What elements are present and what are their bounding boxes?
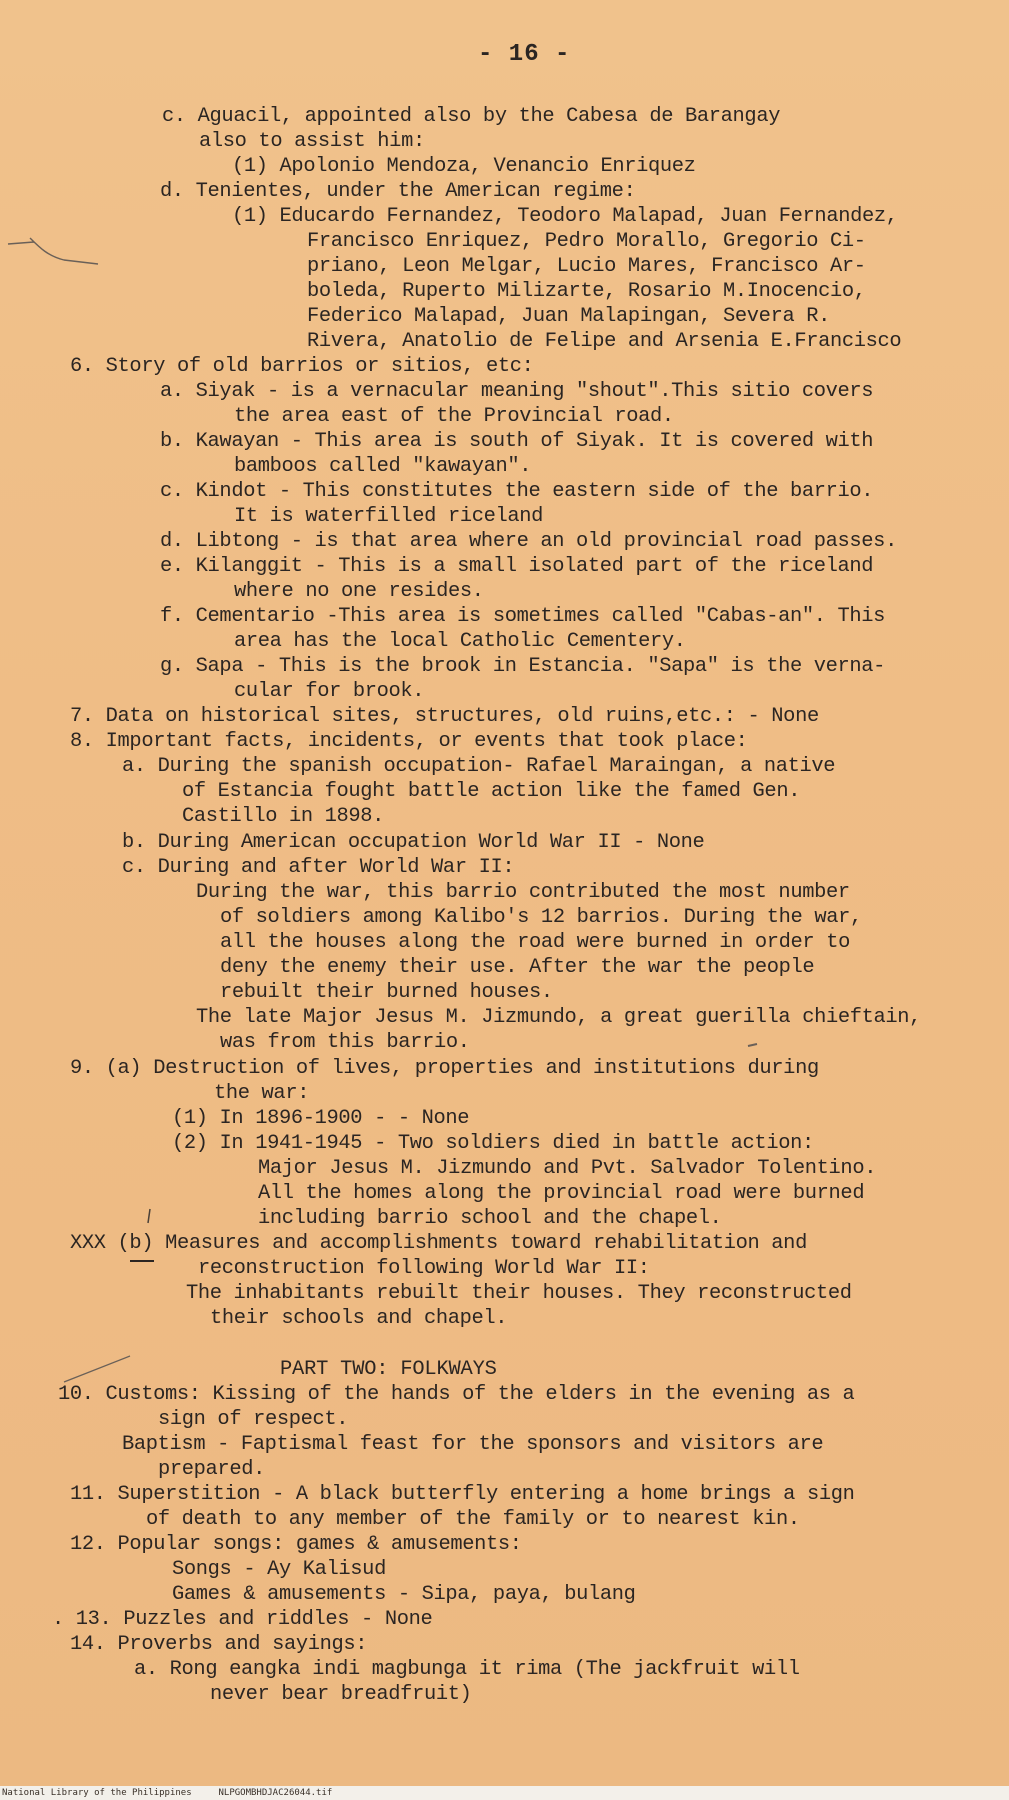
text-line: cular for brook. [234, 680, 425, 703]
text-line: (1) Educardo Fernandez, Teodoro Malapad, Juan Fernandez, [232, 205, 898, 228]
text-line: e. Kilanggit - This is a small isolated part of the riceland [160, 555, 874, 578]
margin-pencil-mark-icon [60, 1348, 140, 1388]
text-line: The late Major Jesus M. Jizmundo, a great guerilla chieftain, [196, 1006, 922, 1029]
text-line: their schools and chapel. [210, 1307, 508, 1330]
text-line: Baptism - Faptismal feast for the sponsors and visitors are [122, 1433, 824, 1456]
text-line: d. Libtong - is that area where an old provincial road passes. [160, 530, 897, 553]
text-line: Federico Malapad, Juan Malapingan, Severa R. [307, 305, 831, 328]
text-line: Francisco Enriquez, Pedro Morallo, Gregorio Ci- [307, 230, 866, 253]
text-line: boleda, Ruperto Milizarte, Rosario M.Inocencio, [307, 280, 866, 303]
text-line: area has the local Catholic Cementery. [234, 630, 686, 653]
text-line: also to assist him: [199, 130, 425, 153]
text-line: where no one resides. [234, 580, 484, 603]
text-line: was from this barrio. [220, 1031, 470, 1054]
text-line: Songs - Ay Kalisud [172, 1558, 386, 1581]
text-line: never bear breadfruit) [210, 1683, 472, 1706]
text-line: (2) In 1941-1945 - Two soldiers died in battle action: [172, 1132, 814, 1155]
section-heading: 10. Customs: Kissing of the hands of the elders in the evening as a [58, 1383, 855, 1406]
stray-dot-icon [746, 1040, 760, 1050]
text-line: (1) Apolonio Mendoza, Venancio Enriquez [232, 155, 696, 178]
footer-filename: NLPGOMBHDJAC26044.tif [218, 1788, 333, 1798]
text-line: (1) In 1896-1900 - - None [172, 1107, 470, 1130]
text-line: a. During the spanish occupation- Rafael Maraingan, a native [122, 755, 836, 778]
text-line: c. Aguacil, appointed also by the Cabesa de Barangay [162, 105, 781, 128]
text-line: the area east of the Provincial road. [234, 405, 674, 428]
section-heading: 7. Data on historical sites, structures, old ruins,etc.: - None [70, 705, 819, 728]
text-line: deny the enemy their use. After the war the people [220, 956, 815, 979]
text-line: g. Sapa - This is the brook in Estancia. "Sapa" is the verna- [160, 655, 886, 678]
text-line: of death to any member of the family or to nearest kin. [146, 1508, 800, 1531]
page-number: - 16 - [478, 41, 571, 68]
section-heading: . 13. Puzzles and riddles - None [52, 1608, 433, 1631]
text-line: b. During American occupation World War II - None [122, 831, 705, 854]
text-line: f. Cementario -This area is sometimes called "Cabas-an". This [160, 605, 886, 628]
text-line: rebuilt their burned houses. [220, 981, 553, 1004]
text-line: Castillo in 1898. [182, 805, 385, 828]
text-line: XXX (b) Measures and accomplishments toward rehabilitation and [70, 1232, 807, 1255]
footer-caption [2, 1788, 332, 1798]
text-line: During the war, this barrio contributed the most number [196, 881, 850, 904]
text-line: the war: [214, 1082, 310, 1105]
text-line: of soldiers among Kalibo's 12 barrios. During the war, [220, 906, 862, 929]
part-two-heading: PART TWO: FOLKWAYS [280, 1358, 497, 1381]
text-line: c. Kindot - This constitutes the eastern side of the barrio. [160, 480, 874, 503]
text-line: c. During and after World War II: [122, 856, 515, 879]
text-line: Major Jesus M. Jizmundo and Pvt. Salvador Tolentino. [258, 1157, 877, 1180]
text-line: Games & amusements - Sipa, paya, bulang [172, 1583, 636, 1606]
text-line: It is waterfilled riceland [234, 505, 544, 528]
text-line: a. Rong eangka indi magbunga it rima (The jackfruit will [134, 1658, 800, 1681]
section-heading: 12. Popular songs: games & amusements: [70, 1533, 522, 1556]
text-line: sign of respect. [158, 1408, 349, 1431]
section-heading: 8. Important facts, incidents, or events that took place: [70, 730, 748, 753]
margin-pencil-mark-icon [4, 228, 104, 274]
underline-mark-icon [128, 1256, 158, 1266]
text-line: Rivera, Anatolio de Felipe and Arsenia E.Francisco [307, 330, 902, 353]
footer-library: National Library of the Philippines [2, 1788, 192, 1798]
text-line: all the houses along the road were burned in order to [220, 931, 850, 954]
text-line: of Estancia fought battle action like the famed Gen. [182, 780, 801, 803]
text-line: a. Siyak - is a vernacular meaning "shout".This sitio covers [160, 380, 874, 403]
section-heading: 11. Superstition - A black butterfly entering a home brings a sign [70, 1483, 855, 1506]
text-line: All the homes along the provincial road were burned [258, 1182, 865, 1205]
text-line: prepared. [158, 1458, 265, 1481]
section-heading: 9. (a) Destruction of lives, properties and institutions during [70, 1057, 819, 1080]
section-heading: 14. Proverbs and sayings: [70, 1633, 368, 1656]
text-line: including barrio school and the chapel. [258, 1207, 722, 1230]
text-line: bamboos called "kawayan". [234, 455, 532, 478]
text-line: d. Tenientes, under the American regime: [160, 180, 636, 203]
section-heading: 6. Story of old barrios or sitios, etc: [70, 355, 534, 378]
text-line: b. Kawayan - This area is south of Siyak. It is covered with [160, 430, 874, 453]
text-line: The inhabitants rebuilt their houses. They reconstructed [186, 1282, 852, 1305]
text-line: priano, Leon Melgar, Lucio Mares, Francisco Ar- [307, 255, 866, 278]
text-line: reconstruction following World War II: [198, 1257, 650, 1280]
pencil-tick-mark-icon [140, 1207, 160, 1229]
